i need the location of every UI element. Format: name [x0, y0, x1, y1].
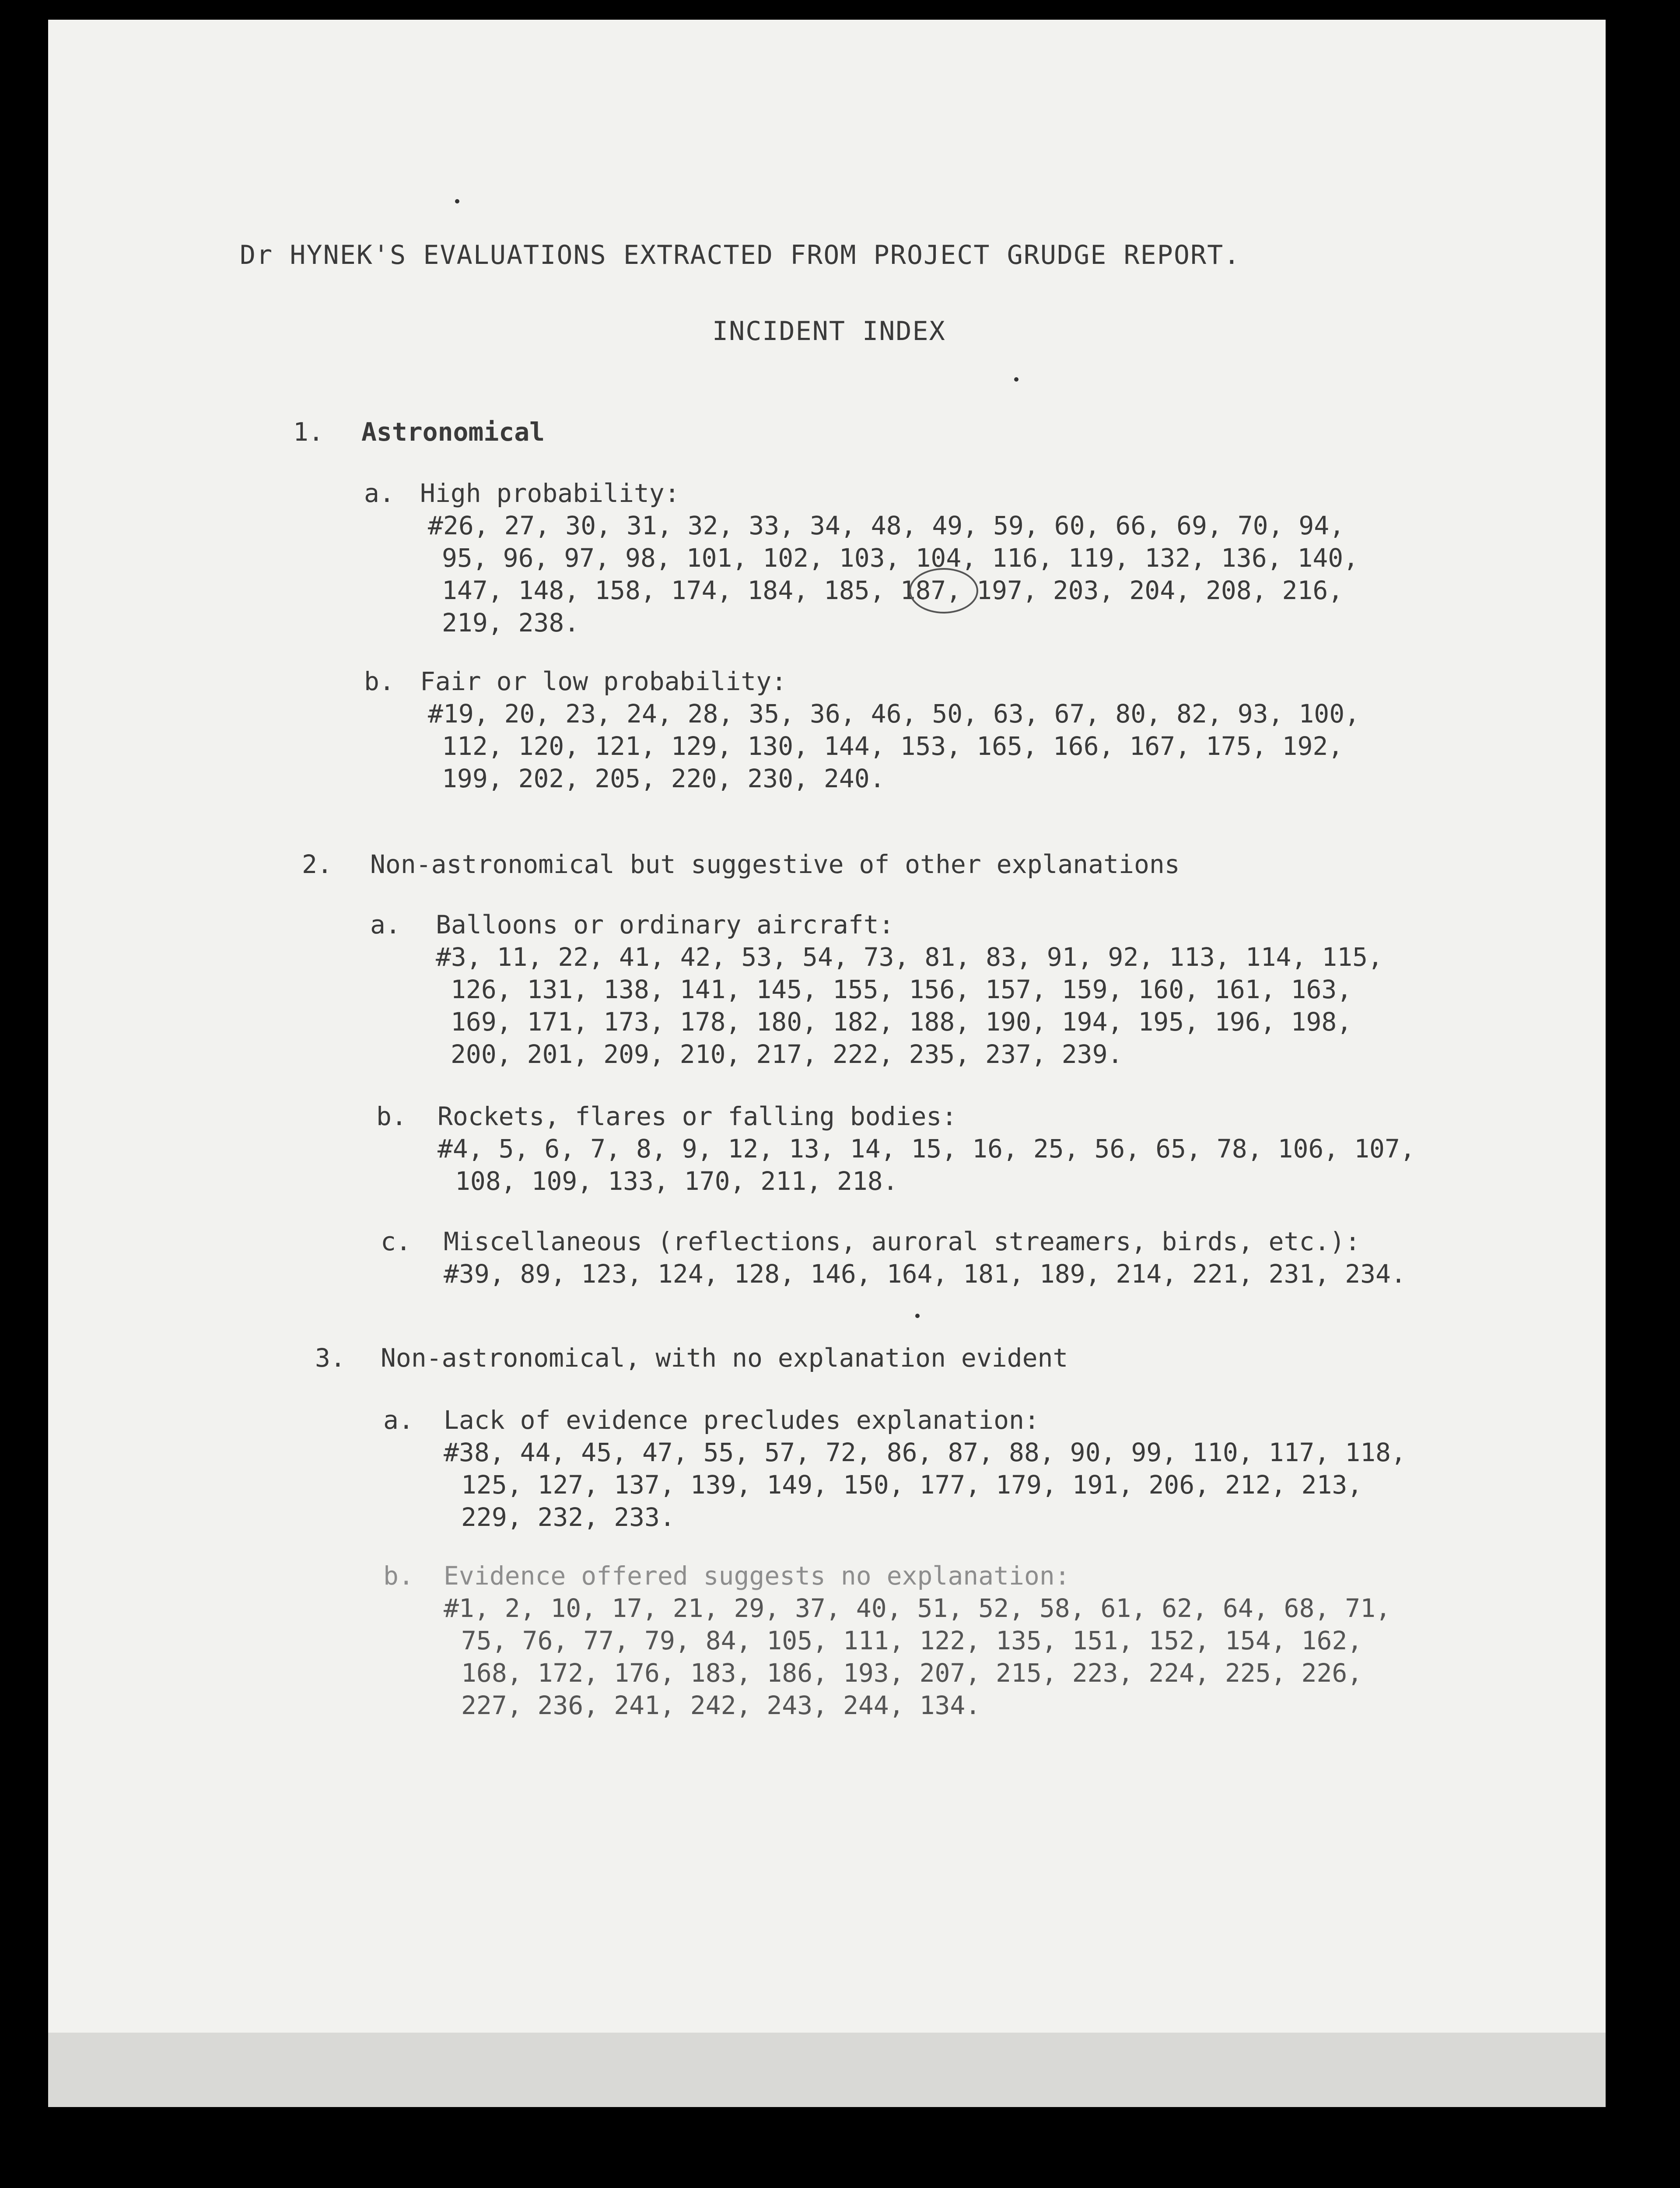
section-number: 2. [302, 849, 332, 879]
subsection-label: Fair or low probability: [420, 666, 787, 696]
paper-shadow [48, 2033, 1606, 2107]
incident-list-line: 169, 171, 173, 178, 180, 182, 188, 190, 194, 195, 196, 198, [451, 1007, 1352, 1037]
subsection-label: Evidence offered suggests no explanation: [444, 1561, 1070, 1591]
subsection-label: High probability: [420, 478, 680, 508]
handwritten-circle [909, 568, 978, 614]
incident-list-line: 95, 96, 97, 98, 101, 102, 103, 104, 116, 119, 132, 136, 140, [442, 543, 1359, 573]
incident-list-line: 147, 148, 158, 174, 184, 185, 187, 197, 203, 204, 208, 216, [442, 575, 1344, 605]
incident-list-line: 200, 201, 209, 210, 217, 222, 235, 237, 239. [451, 1039, 1123, 1069]
incident-list-line: #1, 2, 10, 17, 21, 29, 37, 40, 51, 52, 58, 61, 62, 64, 68, 71, [444, 1593, 1391, 1623]
incident-list-line: 75, 76, 77, 79, 84, 105, 111, 122, 135, 151, 152, 154, 162, [461, 1626, 1363, 1655]
incident-list-line: 199, 202, 205, 220, 230, 240. [442, 764, 885, 793]
section-heading: Non-astronomical but suggestive of other explanations [370, 849, 1180, 879]
section-number: 3. [315, 1343, 346, 1373]
subsection-letter: a. [364, 478, 395, 508]
section-heading: Astronomical [361, 417, 545, 447]
stray-mark [455, 199, 459, 203]
incident-list-line: 126, 131, 138, 141, 145, 155, 156, 157, 159, 160, 161, 163, [451, 975, 1352, 1004]
incident-list-line: 219, 238. [442, 608, 580, 638]
incident-list-line: 112, 120, 121, 129, 130, 144, 153, 165, 166, 167, 175, 192, [442, 731, 1344, 761]
subsection-label: Miscellaneous (reflections, auroral streamers, birds, etc.): [444, 1227, 1361, 1256]
incident-list-line: #39, 89, 123, 124, 128, 146, 164, 181, 189, 214, 221, 231, 234. [444, 1259, 1406, 1289]
stray-mark [1014, 377, 1018, 382]
subsection-letter: c. [381, 1227, 411, 1256]
incident-list-line: 227, 236, 241, 242, 243, 244, 134. [461, 1690, 981, 1720]
incident-list-line: 168, 172, 176, 183, 186, 193, 207, 215, 223, 224, 225, 226, [461, 1658, 1363, 1688]
incident-list-line: 108, 109, 133, 170, 211, 218. [455, 1166, 898, 1196]
stray-mark [915, 1314, 920, 1318]
subsection-label: Balloons or ordinary aircraft: [436, 910, 894, 940]
incident-list-line: 229, 232, 233. [461, 1502, 675, 1532]
incident-list-line: #4, 5, 6, 7, 8, 9, 12, 13, 14, 15, 16, 25, 56, 65, 78, 106, 107, [438, 1134, 1415, 1164]
incident-list-line: #38, 44, 45, 47, 55, 57, 72, 86, 87, 88, 90, 99, 110, 117, 118, [444, 1438, 1406, 1467]
subsection-letter: b. [376, 1101, 407, 1131]
subsection-letter: a. [383, 1405, 414, 1435]
incident-list-line: #26, 27, 30, 31, 32, 33, 34, 48, 49, 59, 60, 66, 69, 70, 94, [428, 511, 1345, 540]
subsection-letter: a. [370, 910, 401, 940]
subsection-letter: b. [364, 666, 395, 696]
document-title: Dr HYNEK'S EVALUATIONS EXTRACTED FROM PROJECT GRUDGE REPORT. [240, 240, 1241, 270]
subsection-label: Lack of evidence precludes explanation: [444, 1405, 1040, 1435]
section-number: 1. [293, 417, 324, 447]
incident-list-line: 125, 127, 137, 139, 149, 150, 177, 179, 191, 206, 212, 213, [461, 1470, 1363, 1500]
incident-list-line: #19, 20, 23, 24, 28, 35, 36, 46, 50, 63, 67, 80, 82, 93, 100, [428, 699, 1360, 729]
document-subtitle: INCIDENT INDEX [712, 316, 946, 347]
subsection-letter: b. [383, 1561, 414, 1591]
subsection-label: Rockets, flares or falling bodies: [438, 1101, 957, 1131]
incident-list-line: #3, 11, 22, 41, 42, 53, 54, 73, 81, 83, 91, 92, 113, 114, 115, [436, 942, 1383, 972]
section-heading: Non-astronomical, with no explanation evident [381, 1343, 1068, 1373]
